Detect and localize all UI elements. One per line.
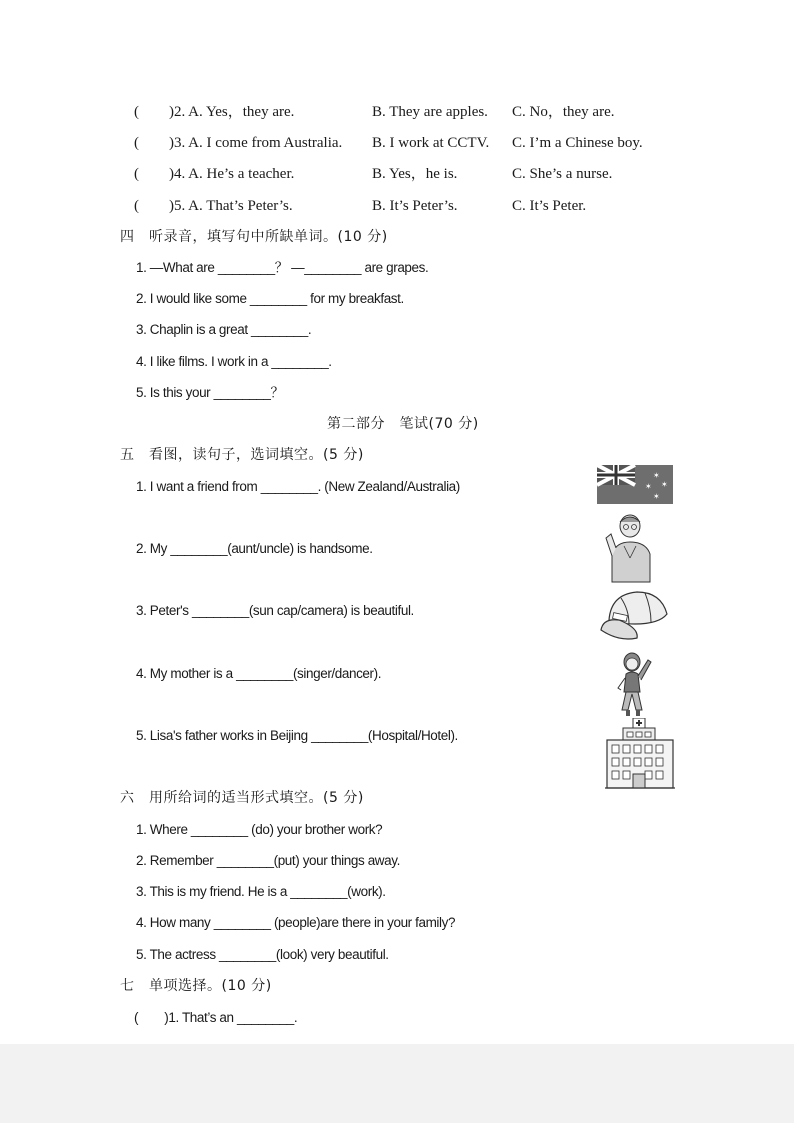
section-6-item-4: 4. How many ________ (people)are there in your family?	[136, 915, 456, 930]
section-4-item-5: 5. Is this your ________？	[136, 385, 284, 400]
man-icon	[604, 512, 660, 584]
section-6-item-2: 2. Remember ________(put) your things away.	[136, 853, 400, 868]
section-6-item-5: 5. The actress ________(look) very beautiful.	[136, 947, 389, 962]
choice-row-4-a: ( )4. A. He’s a teacher.	[134, 166, 295, 182]
section-5-item-3: 3. Peter's ________(sun cap/camera) is beautiful.	[136, 603, 414, 618]
svg-text:✶: ✶	[653, 471, 660, 480]
viewer-background	[0, 1044, 794, 1123]
section-4-item-3: 3. Chaplin is a great ________.	[136, 322, 312, 337]
section-7-item-1: ( )1. That’s an ________.	[134, 1010, 298, 1025]
section-6-item-1: 1. Where ________ (do) your brother work?	[136, 822, 383, 837]
section-5-item-5: 5. Lisa's father works in Beijing ________(Hospital/Hotel).	[136, 728, 458, 743]
choice-row-2-a: ( )2. A. Yes，they are.	[134, 104, 295, 120]
choice-row-4-b: B. Yes，he is.	[372, 166, 458, 182]
section-4-item-2: 2. I would like some ________ for my breakfast.	[136, 291, 404, 306]
woman-icon	[614, 652, 660, 718]
choice-row-3-b: B. I work at CCTV.	[372, 135, 490, 151]
section-4-heading: 四 听录音，填写句中所缺单词。(10 分)	[120, 229, 388, 245]
section-6-item-3: 3. This is my friend. He is a ________(work).	[136, 884, 386, 899]
svg-text:✶: ✶	[645, 482, 652, 491]
section-5-item-4: 4. My mother is a ________(singer/dancer).	[136, 666, 382, 681]
choice-row-2-c: C. No，they are.	[512, 104, 615, 120]
section-4-item-4: 4. I like films. I work in a ________.	[136, 354, 332, 369]
cap-icon	[599, 588, 671, 642]
svg-text:✶: ✶	[653, 492, 660, 501]
flag-icon	[597, 465, 673, 504]
choice-row-3-c: C. I’m a Chinese boy.	[512, 135, 643, 151]
choice-row-4-c: C. She’s a nurse.	[512, 166, 613, 182]
section-5-item-1: 1. I want a friend from ________. (New Zealand/Australia)	[136, 479, 460, 494]
choice-row-2-b: B. They are apples.	[372, 104, 488, 120]
choice-row-5-c: C. It’s Peter.	[512, 198, 587, 214]
section-5-item-2: 2. My ________(aunt/uncle) is handsome.	[136, 541, 373, 556]
hospital-icon	[605, 718, 675, 790]
part-2-heading: 第二部分 笔试(70 分)	[327, 416, 479, 432]
choice-row-5-a: ( )5. A. That’s Peter’s.	[134, 198, 293, 214]
section-6-heading: 六 用所给词的适当形式填空。(5 分)	[120, 790, 364, 806]
svg-text:✶: ✶	[661, 480, 668, 489]
section-4-item-1: 1. —What are ________？ —________ are grapes.	[136, 260, 429, 275]
section-5-heading: 五 看图，读句子，选词填空。(5 分)	[120, 447, 364, 463]
choice-row-3-a: ( )3. A. I come from Australia.	[134, 135, 343, 151]
section-7-heading: 七 单项选择。(10 分)	[120, 978, 272, 994]
choice-row-5-b: B. It’s Peter’s.	[372, 198, 458, 214]
